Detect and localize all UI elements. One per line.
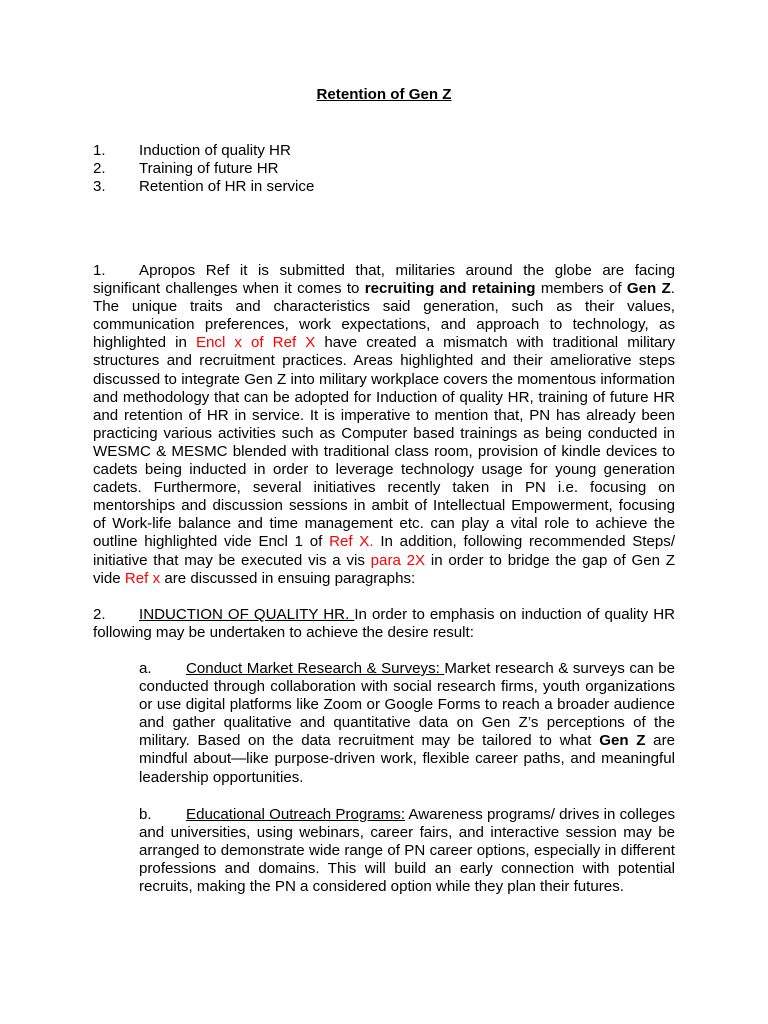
list-item-text: Retention of HR in service [139, 178, 315, 196]
list-item-text: Training of future HR [139, 160, 279, 178]
reference-text: Encl x of Ref X [195, 334, 316, 352]
section-heading: INDUCTION OF QUALITY HR. [139, 606, 355, 623]
list-item-number: 3. [93, 178, 106, 196]
subparagraph-b [139, 806, 675, 896]
list-item [93, 142, 675, 160]
list-item-number: 1. [93, 142, 106, 159]
paragraph-number: 2. [93, 606, 106, 623]
subparagraph-a [139, 660, 675, 787]
paragraph-1 [93, 262, 675, 588]
subparagraph-heading: Educational Outreach Programs: [186, 806, 406, 823]
list-item-text: Induction of quality HR [139, 142, 291, 159]
subparagraph-letter: b. [139, 806, 152, 823]
reference-text: Ref X. [329, 533, 374, 551]
bold-text: Gen Z [599, 732, 646, 750]
reference-text: para 2X [370, 551, 426, 569]
paragraph-text: Market research & surveys can be conducted through collaboration with social research firms, youth organizations or use digital platforms like Zoom or Google Forms to reach a broader audience and gather qualitative and quantitative data on Gen Z’s perceptions of the military. Based on the data recruitment may be tailored to what [139, 660, 675, 750]
list-item [93, 178, 675, 196]
reference-text: Ref x [124, 569, 161, 587]
bold-text: recruiting and retaining [364, 280, 536, 298]
subparagraph-letter: a. [139, 660, 152, 677]
paragraph-text: have created a mismatch with traditional military structures and recruitment practices. Areas highlighted and their ameliorative steps discussed to integrate Gen Z into military workplace covers the momentous information and methodology that can be adopted for Induction of quality HR, training of future HR and retention of HR in service. It is imperative to mention that, PN has already been practicing various activities such as Computer based trainings as being conducted in WESMC & MESMC blended with traditional class room, provision of kindle devices to cadets being inducted in order to leverage technology usage for young generation cadets. Furthermore, several initiatives recently taken in PN i.e. focusing on mentorships and discussion sessions in ambit of Intellectual Empowerment, focusing of Work-life balance and time management etc. can play a vital role to achieve the outline highlighted vide Encl 1 of [93, 334, 676, 551]
paragraph-text: are discussed in ensuing paragraphs: [160, 569, 416, 587]
paragraph-text: . The unique traits and characteristics said generation, such as their values, communication preferences, work expectations, and approach to technology, as highlighted in [93, 280, 675, 352]
paragraph-text: In addition, following recommended Steps/ initiative that may be executed vis a vis [93, 533, 676, 569]
paragraph-text: are mindful about—like purpose-driven work, flexible career paths, and meaningful leadership opportunities. [139, 732, 675, 786]
outline-list [93, 142, 675, 196]
list-item [93, 160, 675, 178]
paragraph-number: 1. [93, 262, 106, 279]
paragraph-text: members of [535, 280, 627, 298]
paragraph-text: Apropos Ref it is submitted that, militaries around the globe are facing significant challenges when it comes to [93, 262, 675, 298]
list-item-number: 2. [93, 160, 106, 178]
document-title: Retention of Gen Z [316, 86, 452, 103]
subparagraph-heading: Conduct Market Research & Surveys: [186, 660, 445, 677]
paragraph-text: in order to bridge the gap of Gen Z vide [93, 551, 675, 587]
paragraph-2 [93, 606, 675, 642]
paragraph-text: Awareness programs/ drives in colleges and universities, using webinars, career fairs, and interactive session may be arranged to demonstrate wide range of PN career options, especially in different professions and domains. This will build an early connection with potential recruits, making the PN a considered option while they plan their futures. [139, 806, 675, 896]
bold-text: Gen Z [626, 280, 671, 298]
paragraph-text: In order to emphasis on induction of quality HR following may be undertaken to achieve the desire result: [93, 606, 675, 642]
